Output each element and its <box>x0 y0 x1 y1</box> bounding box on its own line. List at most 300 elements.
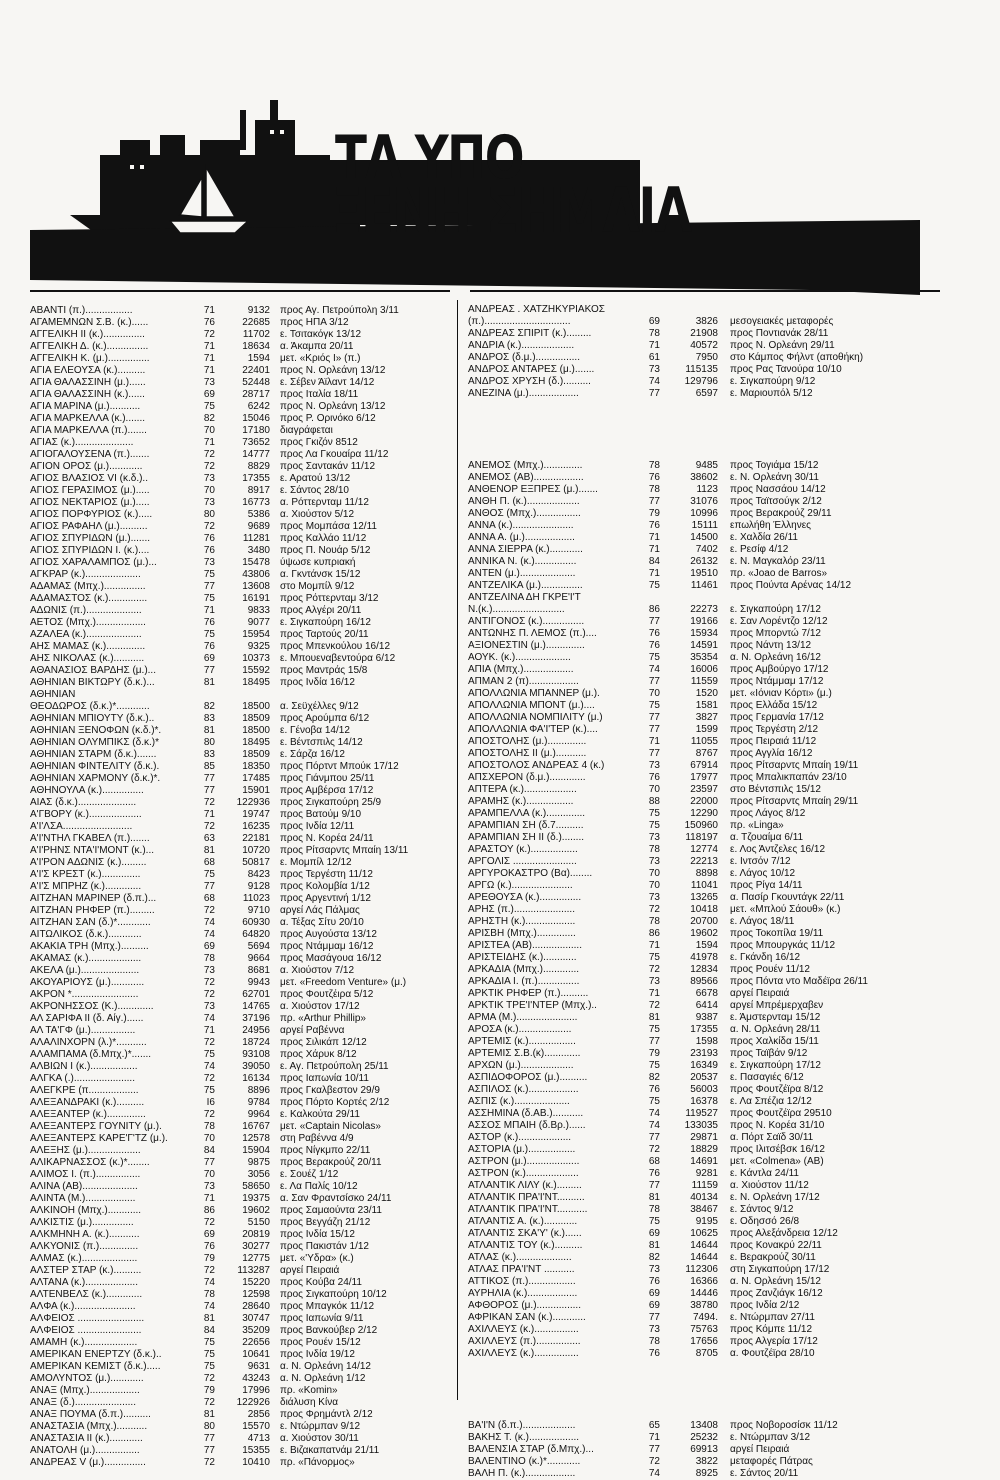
list-item <box>468 316 938 328</box>
status: μεταφορές Πάτρας <box>730 1456 813 1467</box>
tonnage: 9325 <box>247 641 270 652</box>
list-item <box>30 1313 450 1325</box>
ship-name: ΑΒΑΝΤΙ (π.)................. <box>30 305 133 316</box>
tonnage: 17355 <box>690 1024 718 1035</box>
list-item <box>30 1001 450 1013</box>
list-item <box>468 1096 938 1108</box>
status: προς Πόρτο Κορτές 2/12 <box>280 1097 390 1108</box>
tonnage: 60930 <box>242 917 270 928</box>
status: αργεί Πειραιά <box>730 1444 790 1455</box>
tonnage: 28717 <box>242 389 270 400</box>
ship-name: ΑΝΑΤΟΛΗ (μ.)................ <box>30 1445 140 1456</box>
build-year: 71 <box>648 568 660 579</box>
status: ε. Σάντος 28/10 <box>280 485 349 496</box>
build-year: 75 <box>648 820 660 831</box>
list-item <box>468 472 938 484</box>
status: προς Ρουέν 11/12 <box>730 964 810 975</box>
build-year: 72 <box>648 904 660 915</box>
ship-name: ΑΛΜΑΣ (κ.).................... <box>30 1253 138 1264</box>
status: προς Αμβούργο 17/12 <box>730 664 829 675</box>
build-year: 75 <box>203 569 215 580</box>
build-year: 70 <box>203 425 215 436</box>
ship-name: ΑΓΙΟΣ ΣΠΥΡΙΔΩΝ (μ.)....... <box>30 533 151 544</box>
tonnage: 10641 <box>242 1349 270 1360</box>
ship-name: ΑΡΚΤΙΚ ΡΗΦΕΡ (π.).......... <box>468 988 589 999</box>
list-item <box>468 928 938 940</box>
tonnage: 10410 <box>242 1457 270 1468</box>
tonnage: 9964 <box>247 1109 270 1120</box>
ship-name: ΒΑΚΗΣ Τ. (κ.).................. <box>468 1432 580 1443</box>
status: α. Ν. Ορλεάνη 14/12 <box>280 1361 371 1372</box>
build-year: 71 <box>648 988 660 999</box>
tonnage: 11159 <box>691 1180 718 1191</box>
build-year: 70 <box>203 1133 215 1144</box>
status: ε. Αγ. Πετρούπολη 25/11 <box>280 1061 389 1072</box>
list-item <box>468 844 938 856</box>
ship-name: ΑΝΑΞ (Μπχ.).................. <box>30 1385 140 1396</box>
build-year: 76 <box>203 641 215 652</box>
ship-name: ΑΙΤΩΛΙΚΟΣ (δ.κ.)............ <box>30 929 142 940</box>
tonnage: 1581 <box>695 700 718 711</box>
build-year: 77 <box>648 388 660 399</box>
list-item <box>468 1072 938 1084</box>
status: μετ. «Captain Nicolas» <box>280 1121 381 1132</box>
ship-name: ΑΘΗΝΙΑΝ ΣΤΑΡΜ (δ.κ.)....... <box>30 749 157 760</box>
list-item <box>468 904 938 916</box>
ship-name: ΑΛΚΜΗΝΗ Α. (κ.)........... <box>30 1229 140 1240</box>
status: ε. Ιντσόν 7/12 <box>730 856 791 867</box>
ship-list-right <box>468 304 938 1480</box>
build-year: 86 <box>648 928 660 939</box>
list-item <box>468 1288 938 1300</box>
status: προς Φουτζέιρα 5/12 <box>280 989 374 1000</box>
list-item <box>30 1193 450 1205</box>
status: α. Χιούστον 5/12 <box>280 509 355 520</box>
status: προς Γιάνμπου 25/11 <box>280 773 375 784</box>
list-item <box>30 1049 450 1061</box>
tonnage: 6678 <box>695 988 718 999</box>
list-item <box>468 1456 938 1468</box>
ship-name: ΑΡΙΣΤΕΑ (ΑΒ).................. <box>468 940 582 951</box>
build-year: 81 <box>203 1409 215 1420</box>
list-item <box>30 473 450 485</box>
tonnage: 56003 <box>690 1084 718 1095</box>
list-item <box>30 1013 450 1025</box>
build-year: 77 <box>203 773 215 784</box>
status: πρ. «Joao de Barros» <box>730 568 828 579</box>
status: ε. Ρεσίφ 4/12 <box>730 544 789 555</box>
list-item <box>468 556 938 568</box>
list-item <box>468 868 938 880</box>
ship-name: ΑΣΠΙΣ (κ.).................... <box>468 1096 570 1107</box>
status: προς Φουτζέϊρα 29510 <box>730 1108 832 1119</box>
ship-name: ΑΝΔΡΕΑΣ . ΧΑΤΖΗΚΥΡΙΑΚΟΣ <box>468 304 605 315</box>
tonnage: 14500 <box>690 532 718 543</box>
list-item <box>468 1336 938 1348</box>
ship-name: ΑΤΤΙΚΟΣ (π.)................. <box>468 1276 576 1287</box>
list-item <box>468 1216 938 1228</box>
ship-name: ΑΛΕΞΑΝΤΕΡ (κ.).............. <box>30 1109 146 1120</box>
list-item <box>30 989 450 1001</box>
tonnage: 11281 <box>242 533 270 544</box>
build-year: 80 <box>203 737 215 748</box>
status: προς Μομπάσα 12/11 <box>280 521 377 532</box>
build-year: 81 <box>648 1192 660 1203</box>
status: προς Αλγερία 17/12 <box>730 1336 818 1347</box>
list-item <box>468 592 938 604</box>
list-item <box>30 869 450 881</box>
tonnage: 6597 <box>695 388 718 399</box>
tonnage: 10625 <box>690 1228 718 1239</box>
ship-name: ΑΡΑΜΗΣ (κ.)................. <box>468 796 574 807</box>
ship-name: ΑΝΘΟΣ (Μπχ.)................ <box>468 508 581 519</box>
list-item <box>30 1325 450 1337</box>
tonnage: 8681 <box>247 965 270 976</box>
ship-name: ΑΠΟΛΛΩΝΙΑ ΜΠΑΝΝΕΡ (μ.). <box>468 688 600 699</box>
tonnage: 13265 <box>690 892 718 903</box>
status: α. Χιούστον 11/12 <box>730 1180 809 1191</box>
tonnage: 10418 <box>690 904 718 915</box>
tonnage: 17977 <box>690 772 718 783</box>
list-item <box>468 1120 938 1132</box>
build-year: 75 <box>648 700 660 711</box>
build-year: 77 <box>648 1444 660 1455</box>
build-year: 71 <box>203 353 215 364</box>
build-year: 77 <box>648 724 660 735</box>
list-item <box>30 665 450 677</box>
tonnage: 18509 <box>242 713 270 724</box>
build-year: 75 <box>648 808 660 819</box>
list-item <box>30 545 450 557</box>
list-item <box>468 1156 938 1168</box>
list-item <box>468 820 938 832</box>
ship-name: ΑΡΓΟΛΙΣ ....................... <box>468 856 577 867</box>
tonnage: 19747 <box>242 809 270 820</box>
list-item <box>468 664 938 676</box>
list-item <box>468 760 938 772</box>
status: αργεί Πειραιά <box>280 1265 340 1276</box>
status: προς Νοβοροσίσκ 11/12 <box>730 1420 838 1431</box>
tonnage: 11023 <box>242 893 270 904</box>
build-year: 71 <box>648 544 660 555</box>
tonnage: 9128 <box>247 881 270 892</box>
status: ε. Γκάνδη 16/12 <box>730 952 801 963</box>
build-year: 71 <box>648 736 660 747</box>
status: προς Ν. Κορέα 31/10 <box>730 1120 825 1131</box>
tonnage: 69913 <box>690 1444 718 1455</box>
build-year: 76 <box>648 1348 660 1359</box>
status: ε. Σιγκαπούρη 9/12 <box>730 376 816 387</box>
ship-name: ΑΓΙΟΣ ΠΟΡΦΥΡΙΟΣ (κ.)..... <box>30 509 153 520</box>
status: ε. Τσιτακόγκ 13/12 <box>280 329 362 340</box>
list-item <box>30 1073 450 1085</box>
status: στο Μομπίλ 9/12 <box>280 581 355 592</box>
build-year: 73 <box>203 473 215 484</box>
status: στο Κάμπος Φήλντ (αποθήκη) <box>730 352 864 363</box>
build-year: 76 <box>648 472 660 483</box>
ship-name: ΑΣΠΙΔΟΦΟΡΟΣ (μ.).......... <box>468 1072 588 1083</box>
status: προς Σιγκαπούρη 10/12 <box>280 1289 387 1300</box>
ship-name: ΑΦΘΟΡΟΣ (μ.)................ <box>468 1300 581 1311</box>
status: α. Χιούστον 7/12 <box>280 965 355 976</box>
list-item <box>30 1217 450 1229</box>
ship-name: ΑΠΟΣΤΟΛΟΣ ΑΝΔΡΕΑΣ 4 (κ.) <box>468 760 605 771</box>
ship-name: ΑΤΛΑΝΤΙΚ ΠΡΑ'Ι'ΝΤ.......... <box>468 1192 585 1203</box>
build-year: 78 <box>648 328 660 339</box>
list-item <box>468 484 938 496</box>
list-item <box>30 1241 450 1253</box>
status: προς Λάγος 8/12 <box>730 808 806 819</box>
tonnage: 12834 <box>690 964 718 975</box>
build-year: 72 <box>648 1144 660 1155</box>
ship-name: ΑΦΡΙΚΑΝ ΣΑΝ (κ.)............ <box>468 1312 586 1323</box>
list-item <box>468 880 938 892</box>
build-year: 73 <box>648 760 660 771</box>
status: α. Τζουαίμα 6/11 <box>730 832 804 843</box>
status: προς Ινδία 12/11 <box>280 821 355 832</box>
ship-name: ΑΛ ΣΑΡΙΦΑ ΙΙ (δ. Αίγ.)...... <box>30 1013 144 1024</box>
ship-name: ΑΠΟΛΛΩΝΙΑ ΜΠΟΝΤ (μ.).... <box>468 700 595 711</box>
status: α. Ν. Ορλεάνη 1/12 <box>280 1373 366 1384</box>
tonnage: 19510 <box>690 568 718 579</box>
section-gap <box>468 400 938 460</box>
ship-name: ΑΞΙΟΝΕΣΤΙΝ (μ.).............. <box>468 640 585 651</box>
status: ε. Λάγος 10/12 <box>730 868 796 879</box>
tonnage: 113287 <box>237 1265 270 1276</box>
tonnage: 1594 <box>695 940 718 951</box>
list-item <box>30 593 450 605</box>
ship-name: ΑΡΚΑΔΙΑ (Μπχ.)............. <box>468 964 580 975</box>
tonnage: 31076 <box>690 496 718 507</box>
status: ε. Μομπίλ 12/12 <box>280 857 352 868</box>
build-year: 70 <box>648 868 660 879</box>
list-item <box>30 1109 450 1121</box>
list-item <box>30 941 450 953</box>
build-year: 77 <box>648 496 660 507</box>
build-year: 72 <box>203 1397 215 1408</box>
ship-name: ΑΓΓΕΛΙΚΗ ΙΙ (κ.)............... <box>30 329 145 340</box>
headline-line-1: ΤΑ ΥΠΟ <box>335 123 523 193</box>
ship-name: ΑΛΦΑ (κ.)...................... <box>30 1301 136 1312</box>
list-item <box>468 340 938 352</box>
status: προς Μπαγκόκ 11/12 <box>280 1301 375 1312</box>
build-year: 71 <box>648 940 660 951</box>
ship-name: ΒΑΛΕΝΤΙΝΟ (κ.)*............ <box>468 1456 581 1467</box>
tonnage: 11055 <box>690 736 718 747</box>
tonnage: 22656 <box>242 1337 270 1348</box>
list-item <box>30 845 450 857</box>
list-item <box>468 1264 938 1276</box>
ship-name: ΑΤΛΑΣ ΠΡΑ'Ι'ΝΤ ........... <box>468 1264 575 1275</box>
ship-name: ΑΛΚΙΝΟΗ (Μπχ.)............ <box>30 1205 142 1216</box>
ship-name: ΑΛΕΞΑΝΔΡΑΚΙ (κ.).......... <box>30 1097 145 1108</box>
ship-name: ΑΓΙΟΝ ΟΡΟΣ (μ.)............ <box>30 461 143 472</box>
tonnage: 9281 <box>695 1168 718 1179</box>
build-year: 74 <box>203 917 215 928</box>
ship-name: ΑΤΛΑΣ (κ.).................... <box>468 1252 572 1263</box>
list-item <box>468 736 938 748</box>
list-item <box>30 713 450 725</box>
ship-name: ΑΣΤΡΟΝ (μ.)................... <box>468 1156 580 1167</box>
ship-name: ΑΟΥΚ. (κ.).................... <box>468 652 571 663</box>
status: προς Βεγγάζη 21/12 <box>280 1217 371 1228</box>
ship-name: ΑΓΙΑ ΜΑΡΙΝΑ (μ.)........... <box>30 401 141 412</box>
list-item <box>30 557 450 569</box>
ship-name: ΑΣΠΙΛΟΣ (κ.).................. <box>468 1084 579 1095</box>
status: προς Ν. Ορλεάνη 13/12 <box>280 401 386 412</box>
tonnage: 20537 <box>690 1072 718 1083</box>
tonnage: 12290 <box>690 808 718 819</box>
tonnage: 1123 <box>696 484 718 495</box>
list-item <box>30 749 450 761</box>
list-item <box>468 496 938 508</box>
ship-name: ΑΓΙΟΣ ΝΕΚΤΑΡΙΟΣ (μ.)..... <box>30 497 150 508</box>
list-item <box>30 413 450 425</box>
ship-name: ΑΠΟΣΤΟΛΗΣ ΙΙ (μ.)........... <box>468 748 587 759</box>
build-year: 75 <box>648 652 660 663</box>
status: α. Πόρτ Σαϊδ 30/11 <box>730 1132 814 1143</box>
ship-name: ΑΔΑΜΑΣ (Μπχ.)............... <box>30 581 146 592</box>
ship-name: ΑΓΙΑ ΜΑΡΚΕΛΛΑ (κ.)....... <box>30 413 146 424</box>
tonnage: 5694 <box>247 941 270 952</box>
ship-name: ΑΘΑΝΑΣΙΟΣ ΒΑΡΔΗΣ (μ.)... <box>30 665 156 676</box>
status: ε. Άμστερνταμ 15/12 <box>730 1012 821 1023</box>
tonnage: 38602 <box>690 472 718 483</box>
ship-name: ΑΡΑΣΤΟΥ (κ.)................. <box>468 844 578 855</box>
list-item <box>30 737 450 749</box>
list-item <box>468 1468 938 1480</box>
tonnage: 15934 <box>690 628 718 639</box>
status: προς Κονακρύ 22/11 <box>730 1240 822 1251</box>
build-year: 77 <box>648 712 660 723</box>
build-year: 71 <box>203 437 215 448</box>
list-item <box>30 533 450 545</box>
ship-name: Α'Ι'Σ ΜΠΡΗΖ (κ.)............. <box>30 881 142 892</box>
list-item <box>468 1228 938 1240</box>
tonnage: 112306 <box>685 1264 718 1275</box>
list-item <box>468 952 938 964</box>
list-item <box>468 1204 938 1216</box>
status: προς Τεργέστη 11/12 <box>280 869 373 880</box>
list-item <box>30 1397 450 1409</box>
ship-name: ΑΡΚΤΙΚ ΤΡΕ'Ι'ΝΤΕΡ (Μπχ.).. <box>468 1000 597 1011</box>
tonnage: 10996 <box>690 508 718 519</box>
ship-name: ΑΝΑΣΤΑΣΙΑ ΙΙ (κ.)............ <box>30 1433 143 1444</box>
build-year: 79 <box>203 1253 215 1264</box>
ship-name: ΑΝΑΞ (δ.)...................... <box>30 1397 136 1408</box>
status: προς Τεργέστη 2/12 <box>730 724 819 735</box>
list-item <box>468 1300 938 1312</box>
build-year: 75 <box>203 593 215 604</box>
ship-name: ΑΚΡΟΝ *........................ <box>30 989 139 1000</box>
build-year: 83 <box>203 713 215 724</box>
tonnage: 5150 <box>247 1217 270 1228</box>
ship-name: ΑΝΔΡΙΑ (κ.)................... <box>468 340 575 351</box>
build-year: 78 <box>648 460 660 471</box>
status: προς Κούβα 24/11 <box>280 1277 362 1288</box>
build-year: 70 <box>648 784 660 795</box>
status: προς Βανκούβερ 2/12 <box>280 1325 378 1336</box>
status: προς Ν. Ορλεάνη 29/11 <box>730 340 835 351</box>
build-year: 72 <box>203 1373 215 1384</box>
ship-name: ΒΑ'Ι'Ν (δ.π.)................... <box>468 1420 576 1431</box>
build-year: 63 <box>203 833 215 844</box>
ship-name: ΑΘΗΝΙΑΝ ΟΛΥΜΠΙΚΣ (δ.κ.)* <box>30 737 159 748</box>
ship-name: ΑΠΟΛΛΩΝΙΑ ΦΑ'Ι'ΤΕΡ (κ.).... <box>468 724 598 735</box>
ship-name: ΑΗΣ ΜΑΜΑΣ (κ.).............. <box>30 641 146 652</box>
tonnage: 15111 <box>691 520 718 531</box>
tonnage: 43806 <box>242 569 270 580</box>
status: προς Κόμπε 11/12 <box>730 1324 813 1335</box>
list-item <box>30 449 450 461</box>
ship-name: ΑΡΟΣΑ (κ.)................... <box>468 1024 572 1035</box>
ship-name: ΑΝΕΜΟΣ (ΑΒ).................. <box>468 472 584 483</box>
build-year: 72 <box>203 329 215 340</box>
status: προς Μαντράς 15/8 <box>280 665 368 676</box>
status: προς Ρίτσαρντς Μπαίη 13/11 <box>280 845 409 856</box>
list-item <box>30 905 450 917</box>
build-year: 69 <box>648 1300 660 1311</box>
tonnage: 17355 <box>242 473 270 484</box>
build-year: 74 <box>203 1277 215 1288</box>
list-item <box>468 388 938 400</box>
ship-name: ΑΛΙΝΤΑ (Μ.).................. <box>30 1193 136 1204</box>
tonnage: 30277 <box>242 1241 270 1252</box>
tonnage: 133035 <box>684 1120 718 1131</box>
tonnage: 15901 <box>242 785 270 796</box>
status: προς Μπαλικπαπάν 23/10 <box>730 772 847 783</box>
status: ε. Σιγκαπούρη 17/12 <box>730 1060 821 1071</box>
tonnage: 40134 <box>690 1192 718 1203</box>
ship-name: ΑΚΕΛΑ (μ.)..................... <box>30 965 140 976</box>
build-year: 77 <box>648 748 660 759</box>
build-year: 76 <box>648 520 660 531</box>
status: ε. Λος Άντζελες 16/12 <box>730 844 825 855</box>
tonnage: 9132 <box>247 305 270 316</box>
ship-name: Α'Ι'ΡΟΝ ΑΔΩΝΙΣ (κ.)......... <box>30 857 147 868</box>
build-year: 77 <box>203 581 215 592</box>
status: προς Ρίγα 14/11 <box>730 880 803 891</box>
tonnage: 13608 <box>242 581 270 592</box>
list-item <box>30 701 450 713</box>
build-year: 84 <box>648 556 660 567</box>
ship-name: ΑΛΓΚΑ (.)...................... <box>30 1073 135 1084</box>
ship-name: ΑΝΘΕΝΟΡ ΕΞΠΡΕΣ (μ.)....... <box>468 484 598 495</box>
build-year: 77 <box>203 1445 215 1456</box>
build-year: 82 <box>648 1072 660 1083</box>
build-year: 71 <box>203 1025 215 1036</box>
build-year: 78 <box>203 1121 215 1132</box>
tonnage: 3826 <box>695 316 718 327</box>
build-year: 82 <box>648 1252 660 1263</box>
build-year: 78 <box>648 484 660 495</box>
tonnage: 119527 <box>685 1108 718 1119</box>
build-year: 84 <box>203 1145 215 1156</box>
build-year: 84 <box>203 1325 215 1336</box>
ship-name: ΑΝΕΜΟΣ (Μπχ.).............. <box>468 460 583 471</box>
status: ε. Πασαγιές 6/12 <box>730 1072 804 1083</box>
list-item <box>30 965 450 977</box>
status: προς Πειραιά 11/12 <box>730 736 817 747</box>
tonnage: 18724 <box>242 1037 270 1048</box>
tonnage: 16378 <box>690 1096 718 1107</box>
list-item <box>30 365 450 377</box>
ship-name: ΑΡΓΩ (κ.)...................... <box>468 880 573 891</box>
build-year: 74 <box>648 1108 660 1119</box>
tonnage: 50817 <box>242 857 270 868</box>
tonnage: 18495 <box>242 677 270 688</box>
status: ε. Βερακρούζ 30/11 <box>730 1252 816 1263</box>
